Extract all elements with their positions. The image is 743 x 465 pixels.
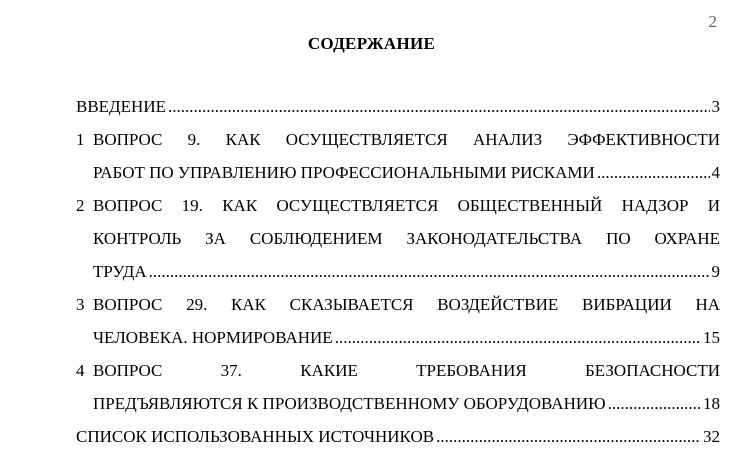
- toc-page-number: 3: [711, 97, 720, 116]
- toc-page-number: 15: [703, 328, 720, 347]
- toc-entry-sources[interactable]: [76, 425, 720, 458]
- toc-entry-text: РАБОТ ПО УПРАВЛЕНИЮ ПРОФЕССИОНАЛЬНЫМИ РИСКАМИ: [93, 163, 595, 182]
- toc-entry-text: ПРЕДЪЯВЛЯЮТСЯ К ПРОИЗВОДСТВЕННОМУ ОБОРУДОВАНИЮ: [93, 394, 606, 413]
- toc-page-number: 4: [711, 163, 720, 182]
- leader-dots: [335, 326, 701, 350]
- toc-entry-text: ВОПРОС 19. КАК ОСУЩЕСТВЛЯЕТСЯ ОБЩЕСТВЕННЫЙ НАДЗОР И: [93, 196, 720, 215]
- page-number: 2: [708, 12, 717, 31]
- toc-entry-q4[interactable]: [76, 359, 720, 425]
- toc-entry-number: 1: [76, 130, 85, 149]
- table-of-contents: [76, 95, 720, 458]
- toc-entry-intro[interactable]: [76, 95, 720, 128]
- leader-dots: [168, 95, 710, 119]
- toc-entry-text: СПИСОК ИСПОЛЬЗОВАННЫХ ИСТОЧНИКОВ: [76, 427, 435, 446]
- toc-entry-q2[interactable]: [76, 194, 720, 293]
- toc-entry-text: ВОПРОС 29. КАК СКАЗЫВАЕТСЯ ВОЗДЕЙСТВИЕ ВИБРАЦИИ НА: [93, 295, 720, 314]
- toc-entry-text: КОНТРОЛЬ ЗА СОБЛЮДЕНИЕМ ЗАКОНОДАТЕЛЬСТВА ПО ОХРАНЕ: [93, 229, 720, 248]
- page-title: СОДЕРЖАНИЕ: [307, 34, 436, 53]
- toc-page-number: 9: [711, 262, 720, 281]
- toc-entry-text: ВВЕДЕНИЕ: [76, 97, 166, 116]
- leader-dots: [608, 392, 701, 416]
- toc-entry-number: 3: [76, 295, 85, 314]
- toc-entry-text: ВОПРОС 37. КАКИЕ ТРЕБОВАНИЯ БЕЗОПАСНОСТИ: [93, 361, 720, 380]
- toc-entry-text: ТРУДА: [93, 262, 147, 281]
- leader-dots: [149, 260, 710, 284]
- toc-entry-q3[interactable]: [76, 293, 720, 359]
- toc-entry-number: 2: [76, 196, 85, 215]
- toc-page-number: 18: [703, 394, 720, 413]
- toc-entry-q1[interactable]: [76, 128, 720, 194]
- leader-dots: [597, 161, 710, 185]
- toc-entry-number: 4: [76, 361, 85, 380]
- toc-page-number: 32: [703, 427, 720, 446]
- toc-entry-text: ЧЕЛОВЕКА. НОРМИРОВАНИЕ: [93, 328, 333, 347]
- leader-dots: [436, 425, 701, 449]
- toc-entry-text: ВОПРОС 9. КАК ОСУЩЕСТВЛЯЕТСЯ АНАЛИЗ ЭФФЕКТИВНОСТИ: [93, 130, 720, 149]
